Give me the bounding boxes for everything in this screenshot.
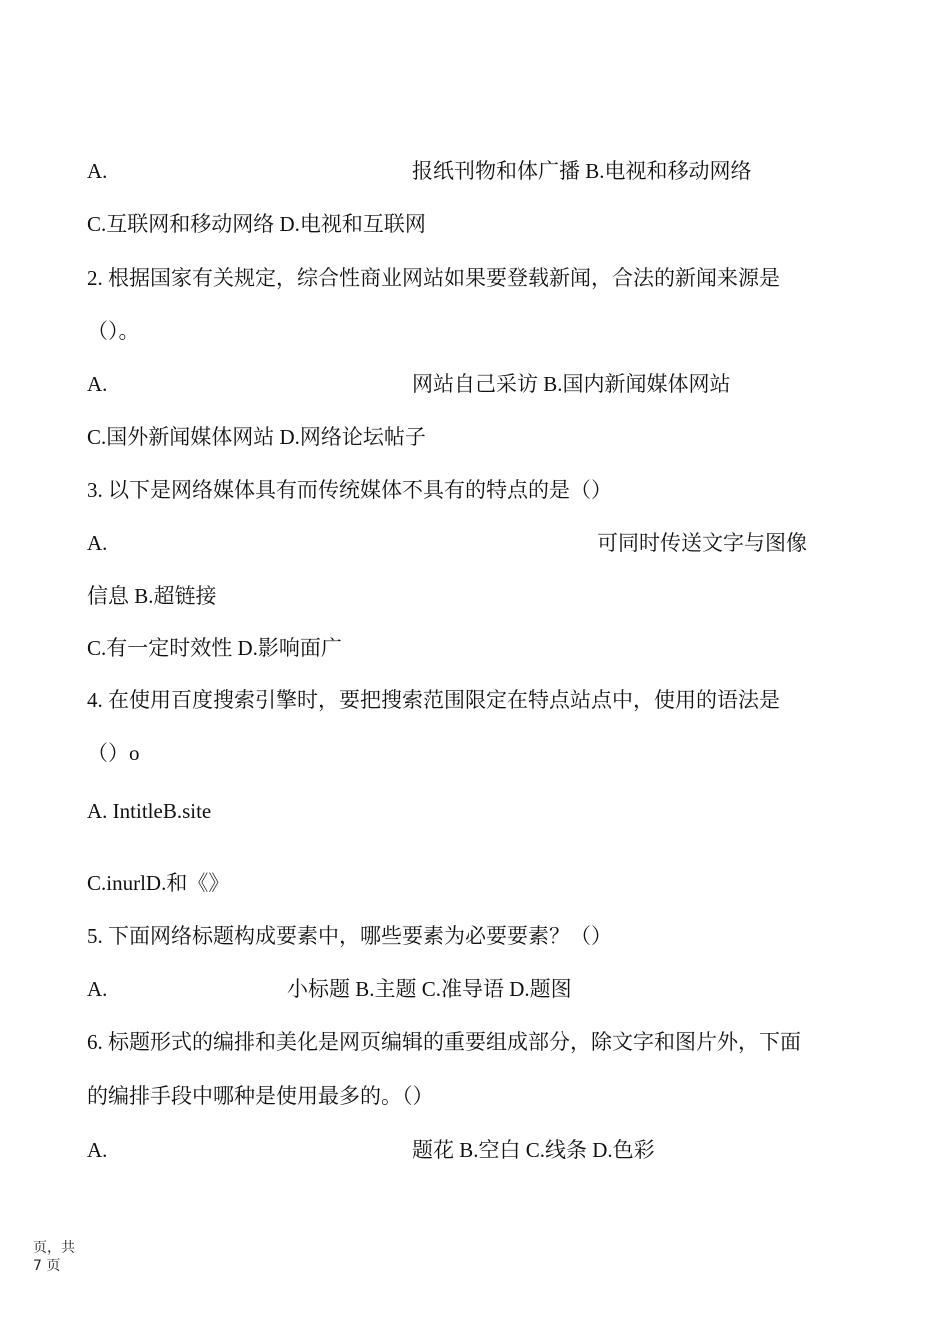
- q4-options-cd: C.inurlD.和《》: [87, 871, 230, 895]
- q2-stem-line2: （）。: [87, 319, 140, 343]
- q5-stem: 5. 下面网络标题构成要素中，哪些要素为必要要素？（）: [87, 924, 612, 948]
- q5-options-text: 小标题 B.主题 C.准导语 D.题图: [287, 977, 572, 1001]
- q4-stem-line1: 4. 在使用百度搜索引擎时，要把搜索范围限定在特点站点中，使用的语法是: [87, 688, 780, 712]
- page-footer-line1: 页，共: [33, 1240, 75, 1256]
- q3-option-a-text: 可同时传送文字与图像: [597, 531, 807, 555]
- q3-option-a-continued: 信息 B.超链接: [87, 584, 217, 608]
- q6-option-a-letter: A.: [87, 1138, 108, 1162]
- page-footer-line2: 7 页: [33, 1258, 61, 1274]
- q3-options-cd: C.有一定时效性 D.影响面广: [87, 636, 342, 660]
- q3-stem: 3. 以下是网络媒体具有而传统媒体不具有的特点的是（）: [87, 478, 612, 502]
- q3-option-a-letter: A.: [87, 531, 108, 555]
- q5-option-a-letter: A.: [87, 977, 108, 1001]
- q2-option-a-text: 网站自己采访 B.国内新闻媒体网站: [412, 372, 731, 396]
- q2-stem-line1: 2. 根据国家有关规定，综合性商业网站如果要登载新闻，合法的新闻来源是: [87, 266, 780, 290]
- q4-stem-line2: （）o: [87, 741, 140, 765]
- q1-option-a-letter: A.: [87, 159, 108, 183]
- q2-options-cd: C.国外新闻媒体网站 D.网络论坛帖子: [87, 425, 426, 449]
- q6-stem-line2: 的编排手段中哪种是使用最多的。（）: [87, 1084, 434, 1108]
- q1-option-a-text: 报纸刊物和体广播 B.电视和移动网络: [412, 159, 752, 183]
- q6-stem-line1: 6. 标题形式的编排和美化是网页编辑的重要组成部分，除文字和图片外，下面: [87, 1030, 801, 1054]
- q1-options-cd: C.互联网和移动网络 D.电视和互联网: [87, 212, 426, 236]
- q6-options-text: 题花 B.空白 C.线条 D.色彩: [412, 1138, 655, 1162]
- q2-option-a-letter: A.: [87, 372, 108, 396]
- q4-options-ab: A. IntitleB.site: [87, 799, 212, 823]
